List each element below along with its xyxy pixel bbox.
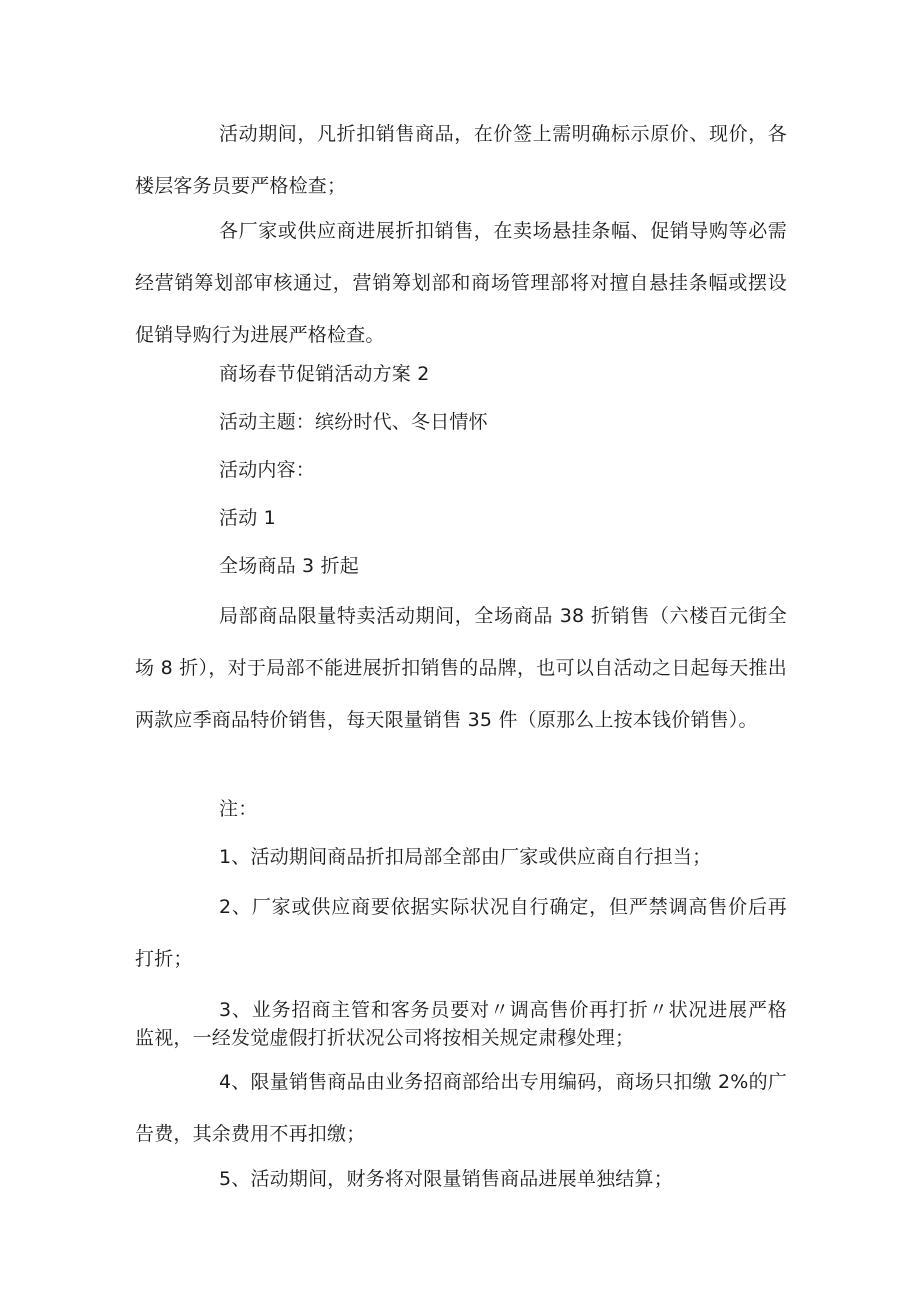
note-item: 4、限量销售商品由业务招商部给出专用编码，商场只扣缴 2%的广告费，其余费用不再扣缴； [135, 1071, 787, 1145]
note-item: 1、活动期间商品折扣局部全部由厂家或供应商自行担当； [219, 846, 712, 868]
paragraph-banner-approval: 各厂家或供应商进展折扣销售，在卖场悬挂条幅、促销导购等必需经营销筹划部审核通过，营销筹划部和商场管理部将对擅自悬挂条幅或摆设促销导购行为进展严格检查。 [135, 220, 787, 346]
activity-subtitle: 全场商品 3 折起 [219, 555, 359, 577]
notes-label: 注： [219, 798, 258, 820]
section-title: 商场春节促销活动方案 2 [219, 363, 430, 385]
note-item: 2、厂家或供应商要依据实际状况自行确定，但严禁调高售价后再打折； [135, 896, 787, 970]
note-item: 5、活动期间，财务将对限量销售商品进展单独结算； [219, 1168, 673, 1190]
activity-theme: 活动主题：缤纷时代、冬日情怀 [219, 411, 488, 433]
paragraph-price-tag-rule: 活动期间，凡折扣销售商品，在价签上需明确标示原价、现价，各楼层客务员要严格检查； [135, 123, 787, 197]
activity-heading: 活动 1 [219, 507, 276, 529]
note-item: 3、业务招商主管和客务员要对〃调高售价再打折〃状况进展严格监视，一经发觉虚假打折状况公司将按相关规定肃穆处理； [135, 999, 787, 1049]
paragraph-limited-sale: 局部商品限量特卖活动期间，全场商品 38 折销售（六楼百元街全场 8 折），对于局部不能进展折扣销售的品牌，也可以自活动之日起每天推出两款应季商品特价销售，每天限量销售 35 件（原那么上按本钱价销售）。 [135, 605, 787, 731]
activity-content-label: 活动内容： [219, 459, 316, 481]
